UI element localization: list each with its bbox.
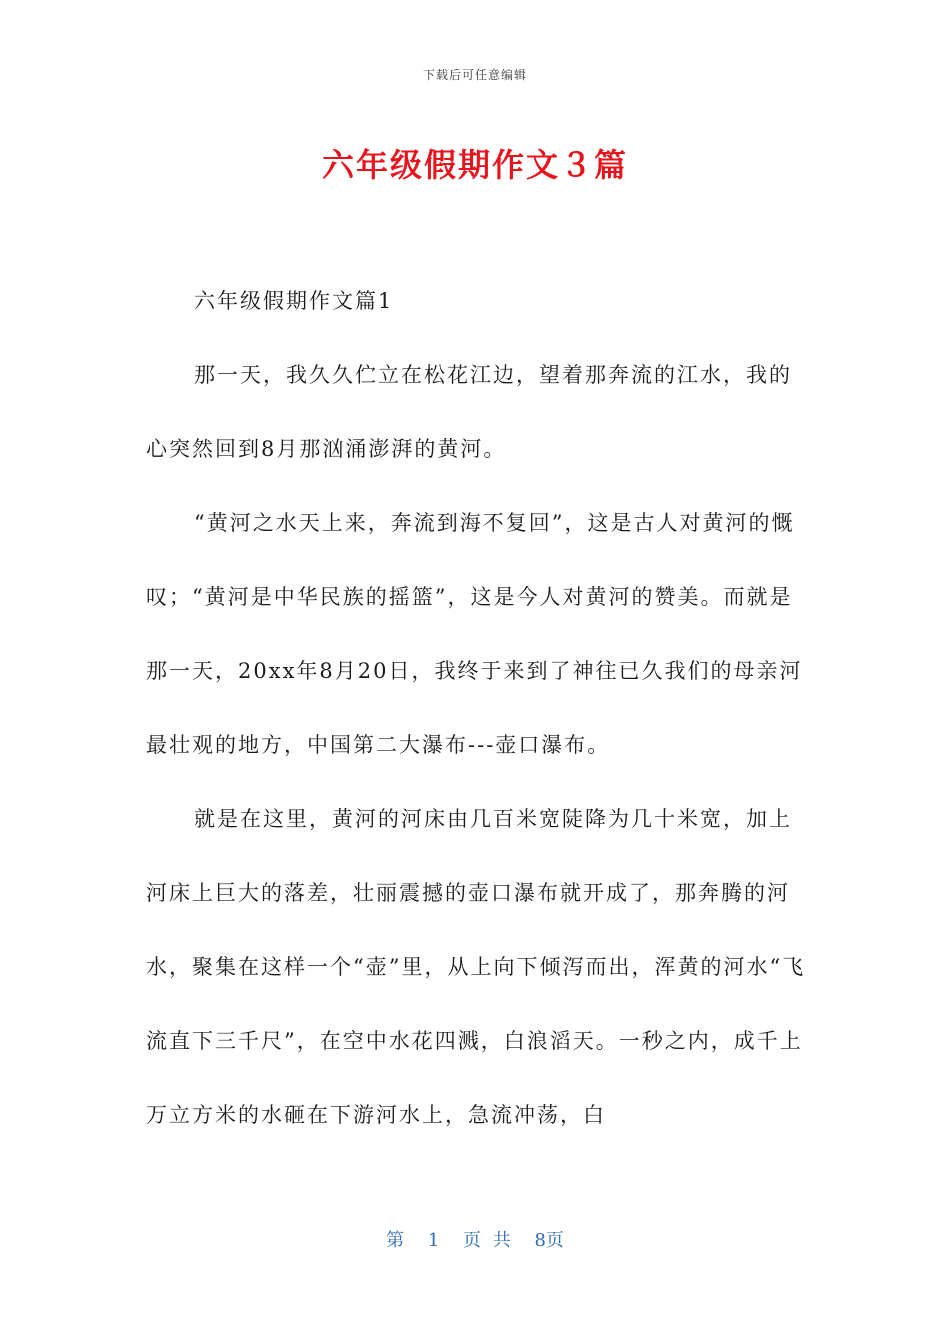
paragraph: 就是在这里，黄河的河床由几百米宽陡降为几十米宽，加上河床上巨大的落差，壮丽震撼的壶口瀑布就开成了，那奔腾的河水，聚集在这样一个“壶”里，从上向下倾泻而出，浑黄的河水“飞流直下三千尺”，在空中水花四溅，白浪滔天。一秒之内，成千上万立方米的水砸在下游河水上，急流冲荡，白 [146, 807, 806, 1127]
paragraph: 那一天，我久久伫立在松花江边，望着那奔流的江水，我的心突然回到8月那汹涌澎湃的黄河。 [146, 363, 792, 461]
document-title: 六年级假期作文３篇 [321, 146, 628, 184]
footer-middle: 页 共 [463, 1230, 511, 1251]
header-note: 下载后可任意编辑 [422, 68, 527, 82]
document-body [146, 264, 806, 1152]
section-heading: 六年级假期作文篇1 [194, 289, 394, 313]
footer-total-pages: 8页 [534, 1230, 564, 1251]
page-footer [0, 1226, 950, 1252]
paragraph: “黄河之水天上来，奔流到海不复回”，这是古人对黄河的慨叹；“黄河是中华民族的摇篮”，这是今人对黄河的赞美。而就是那一天，20xx年8月20日，我终于来到了神往已久我们的母亲河最壮观的地方，中国第二大瀑布---壶口瀑布。 [146, 511, 803, 757]
footer-prefix: 第 [386, 1230, 405, 1251]
footer-page-number: 1 [427, 1230, 440, 1251]
